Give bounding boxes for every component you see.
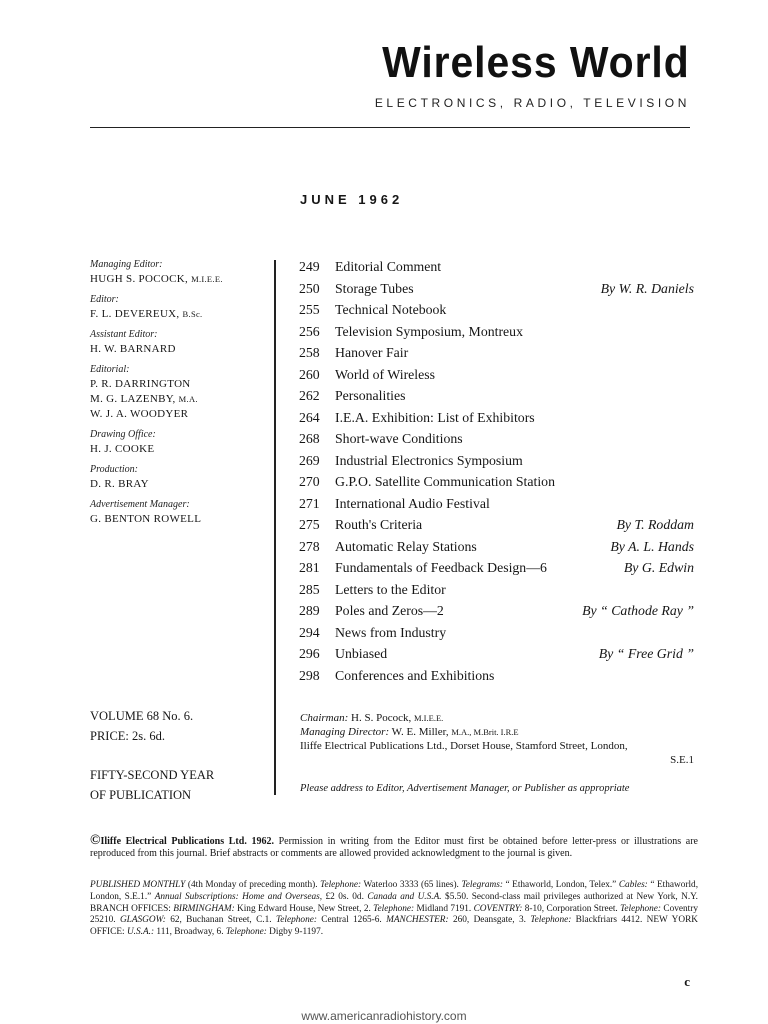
staff-qualifications: M.I.E.E. [191, 274, 223, 284]
staff-group [90, 258, 270, 287]
toc-page-number: 275 [299, 517, 320, 532]
managing-director-line [300, 725, 694, 739]
toc-row [299, 407, 694, 429]
chairman-label: Chairman: [300, 712, 349, 724]
company-address-end: S.E.1 [670, 754, 694, 766]
toc-page-number: 296 [299, 646, 320, 661]
toc-article-title: Personalities [335, 388, 406, 403]
publication-detail-text: Telephone: [225, 927, 267, 938]
toc-article-title: Fundamentals of Feedback Design—6 [335, 560, 547, 575]
toc-page-number: 256 [299, 323, 320, 339]
toc-article-author: By T. Roddam [616, 517, 694, 532]
publication-detail-text: Canada and U.S.A. [367, 891, 442, 902]
staff-name-line [90, 307, 270, 322]
staff-role: Editorial: [90, 364, 130, 375]
toc-row [299, 643, 694, 665]
staff-name-line [90, 407, 270, 422]
toc-article-title: World of Wireless [335, 366, 436, 382]
staff-group [90, 293, 270, 322]
toc-article-title: Storage Tubes [335, 280, 414, 296]
toc-article-title: News from Industry [335, 624, 447, 640]
publication-detail-text: Telephone: [530, 915, 572, 926]
staff-name: H. J. COOKE [90, 443, 155, 455]
publication-detail-text: Coventry 25210. [90, 903, 698, 926]
publication-detail-text: Telegrams: [461, 880, 503, 890]
publication-detail-text: 8-10, Corporation Street. [522, 903, 621, 914]
toc-page-number: 281 [299, 560, 320, 575]
chairman-name: H. S. Pocock, [351, 712, 412, 724]
managing-director-name: W. E. Miller, [391, 726, 449, 738]
staff-role: Assistant Editor: [90, 329, 158, 340]
staff-group [90, 463, 270, 492]
toc-page-number: 260 [299, 366, 320, 382]
volume-price [90, 706, 270, 746]
toc-row [299, 364, 694, 386]
toc-article-title: Poles and Zeros—2 [335, 603, 444, 618]
toc-page-number: 262 [299, 388, 320, 403]
publication-detail-text: Central 1265-6. [316, 915, 387, 926]
staff-name-line [90, 512, 270, 527]
toc-page-number: 289 [299, 603, 320, 618]
publication-detail-text: Annual Subscriptions: Home and Overseas, [154, 891, 323, 902]
staff-group [90, 428, 270, 457]
toc-article-title: Editorial Comment [335, 259, 442, 274]
managing-director-label: Managing Director: [300, 726, 390, 738]
toc-article-title: Hanover Fair [335, 345, 409, 360]
publication-detail-text: “ Ethaworld, London, Telex.” [502, 880, 619, 890]
staff-name-line [90, 392, 270, 407]
publication-detail-text: PUBLISHED MONTHLY [90, 880, 186, 890]
publication-detail-text: $5.50. Second-class mail privileges authorized at New York, N.Y. BRANCH OFFICES: [90, 891, 699, 914]
page-letter: c [684, 974, 690, 989]
publication-details [90, 880, 698, 939]
toc-row [299, 342, 694, 364]
copyright-notice [90, 835, 698, 860]
staff-name: P. R. DARRINGTON [90, 378, 191, 390]
table-of-contents [299, 256, 694, 686]
toc-article-author: By “ Free Grid ” [598, 646, 694, 661]
toc-row [299, 321, 694, 343]
year-of-publication [90, 765, 270, 805]
copyright-text: Permission in writing from the Editor must first be obtained before letter-press or illustrations are reproduced from this journal. Brief abstracts or comments are allowed provided acknowledgment to the journal is given. [90, 836, 698, 859]
toc-article-title: Letters to the Editor [335, 581, 446, 597]
toc-article-title: Television Symposium, Montreux [335, 323, 523, 339]
year-line-1: FIFTY-SECOND YEAR [90, 768, 215, 782]
publication-detail-text: Waterloo 3333 (65 lines). [361, 880, 462, 890]
publication-detail-text: £2 0s. 0d. [322, 891, 368, 902]
masthead-title: Wireless World [382, 38, 690, 87]
publication-detail-text: Telephone: [620, 903, 662, 914]
toc-article-title: Unbiased [335, 646, 388, 661]
publication-detail-text: 260, Deansgate, 3. [448, 915, 531, 926]
toc-page-number: 268 [299, 431, 320, 446]
staff-name: G. BENTON ROWELL [90, 513, 202, 525]
staff-name: F. L. DEVEREUX, [90, 308, 180, 320]
publisher-info [300, 711, 694, 767]
toc-row [299, 514, 694, 536]
publication-detail-text: Telephone: [320, 880, 362, 890]
toc-row [299, 536, 694, 558]
staff-qualifications: B.Sc. [182, 309, 203, 319]
toc-article-title: Conferences and Exhibitions [335, 667, 495, 683]
toc-article-title: Routh's Criteria [335, 517, 423, 532]
publication-detail-text: MANCHESTER: [386, 915, 449, 926]
copyright-symbol: © [90, 833, 101, 848]
chairman-line [300, 711, 694, 725]
toc-row [299, 579, 694, 601]
publication-detail-text: “ Ethaworld, London, S.E.1.” [90, 880, 699, 902]
toc-row [299, 428, 694, 450]
toc-row [299, 385, 694, 407]
staff-list [90, 258, 270, 533]
top-rule [90, 127, 690, 128]
staff-group [90, 498, 270, 527]
staff-role: Editor: [90, 294, 119, 305]
publication-detail-text: U.S.A.: [126, 927, 155, 938]
publication-detail-text: Blackfriars 4412. NEW YORK OFFICE: [90, 915, 698, 938]
staff-name-line [90, 477, 270, 492]
toc-page-number: 285 [299, 581, 320, 597]
column-divider [274, 260, 276, 795]
publication-detail-text: Digby 9-1197. [266, 927, 324, 938]
toc-row [299, 471, 694, 493]
managing-director-qualifications: M.A., M.Brit. I.R.E [451, 727, 519, 737]
toc-row [299, 256, 694, 278]
toc-article-author: By A. L. Hands [610, 538, 694, 554]
toc-article-title: Automatic Relay Stations [335, 538, 477, 554]
toc-page-number: 264 [299, 409, 320, 425]
address-note: Please address to Editor, Advertisement Manager, or Publisher as appropriate [300, 783, 630, 794]
toc-article-title: International Audio Festival [335, 495, 490, 511]
staff-group [90, 328, 270, 357]
toc-article-title: Industrial Electronics Symposium [335, 452, 523, 468]
staff-role: Managing Editor: [90, 259, 163, 270]
masthead-subtitle: ELECTRONICS, RADIO, TELEVISION [374, 96, 690, 110]
toc-page-number: 269 [299, 452, 320, 468]
staff-name: HUGH S. POCOCK, [90, 273, 189, 285]
price: PRICE: 2s. 6d. [90, 729, 166, 743]
toc-page-number: 250 [299, 280, 320, 296]
publication-detail-text: COVENTRY: [473, 903, 523, 914]
toc-row [299, 600, 694, 622]
toc-page-number: 294 [299, 624, 320, 640]
toc-row [299, 299, 694, 321]
toc-page-number: 258 [299, 345, 320, 360]
issue-date: JUNE 1962 [300, 192, 404, 207]
staff-name: W. J. A. WOODYER [90, 408, 189, 420]
toc-page-number: 255 [299, 302, 320, 317]
staff-group [90, 363, 270, 422]
toc-row [299, 278, 694, 300]
publication-detail-text: 111, Broadway, 6. [154, 927, 226, 938]
toc-article-title: G.P.O. Satellite Communication Station [335, 474, 555, 489]
staff-role: Advertisement Manager: [90, 499, 190, 510]
staff-role: Drawing Office: [90, 429, 156, 440]
toc-row [299, 493, 694, 515]
toc-row [299, 450, 694, 472]
copyright-holder: Iliffe Electrical Publications Ltd. 1962. [100, 836, 274, 847]
toc-row [299, 557, 694, 579]
toc-page-number: 278 [299, 538, 320, 554]
staff-name-line [90, 272, 270, 287]
toc-row [299, 622, 694, 644]
toc-page-number: 270 [299, 474, 320, 489]
toc-article-title: I.E.A. Exhibition: List of Exhibitors [335, 409, 535, 425]
chairman-qualifications: M.I.E.E. [413, 713, 444, 723]
staff-qualifications: M.A. [178, 394, 198, 404]
staff-name-line [90, 442, 270, 457]
company-address: Iliffe Electrical Publications Ltd., Dorset House, Stamford Street, London, [300, 740, 628, 752]
footer-url: www.americanradiohistory.com [301, 1009, 467, 1023]
publication-detail-text: GLASGOW: [119, 915, 166, 926]
publication-detail-text: BIRMINGHAM: [173, 903, 235, 914]
toc-page-number: 249 [299, 259, 320, 274]
publication-detail-text: (4th Monday of preceding month). [185, 880, 321, 890]
publication-detail-text: Telephone: [275, 915, 317, 926]
toc-article-title: Short-wave Conditions [335, 431, 463, 446]
toc-article-author: By W. R. Daniels [600, 280, 694, 296]
publication-detail-text: Midland 7191. [414, 903, 474, 914]
publication-detail-text: Telephone: [373, 903, 415, 914]
staff-name: H. W. BARNARD [90, 343, 176, 355]
staff-name-line [90, 377, 270, 392]
toc-row [299, 665, 694, 687]
year-line-2: OF PUBLICATION [90, 788, 192, 802]
volume-number: VOLUME 68 No. 6. [90, 709, 194, 723]
toc-page-number: 298 [299, 667, 320, 683]
staff-name: D. R. BRAY [90, 478, 149, 490]
staff-name: M. G. LAZENBY, [90, 393, 176, 405]
toc-page-number: 271 [299, 495, 320, 511]
toc-article-title: Technical Notebook [335, 302, 447, 317]
staff-role: Production: [90, 464, 138, 475]
staff-name-line [90, 342, 270, 357]
toc-article-author: By “ Cathode Ray ” [582, 603, 694, 618]
publication-detail-text: King Edward House, New Street, 2. [234, 903, 374, 914]
publication-detail-text: 62, Buchanan Street, C.1. [165, 915, 276, 926]
publication-detail-text: Cables: [618, 880, 648, 890]
toc-article-author: By G. Edwin [623, 560, 694, 575]
